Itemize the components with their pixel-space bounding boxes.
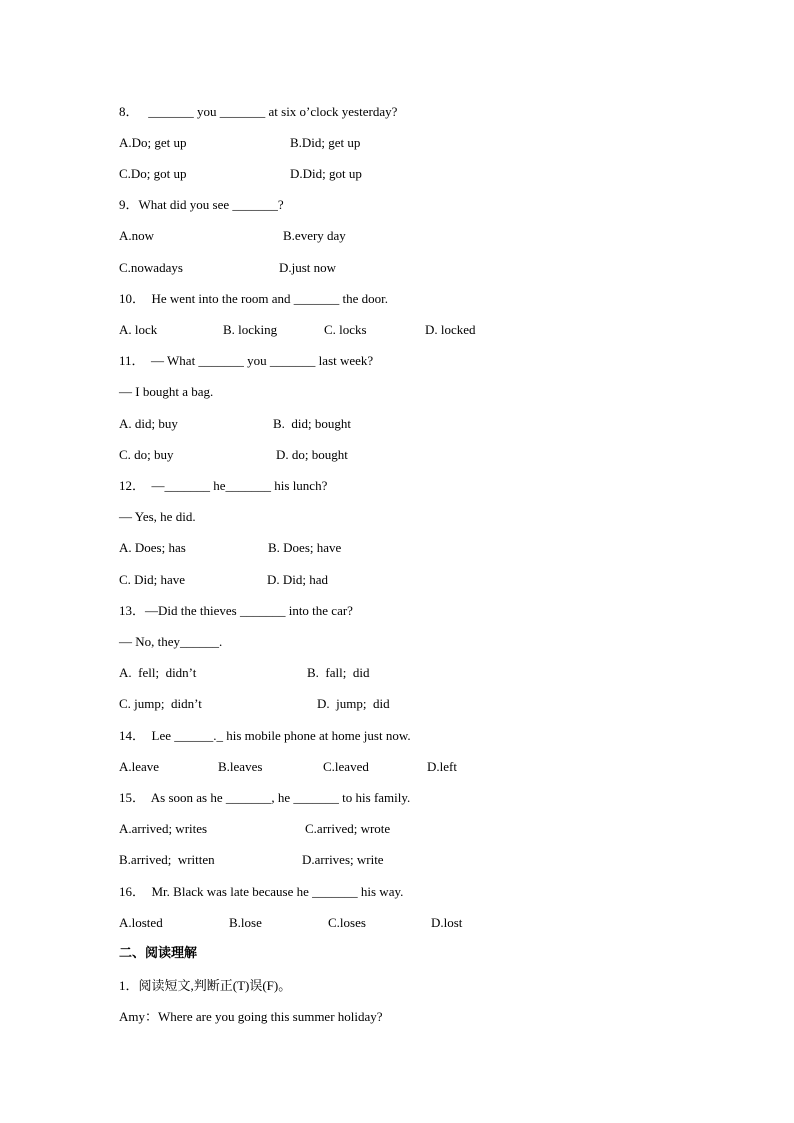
question-9-stem: 9．What did you see _______? [119,197,284,212]
question-13-option-b: B. fall; did [307,665,370,680]
question-12-answer: — Yes, he did. [119,509,196,524]
question-14-option-c: C.leaved [323,759,369,774]
question-10-stem: 10． He went into the room and _______ the door. [119,291,388,306]
question-9-option-c: C.nowadays [119,260,183,275]
question-10-option-b: B. locking [223,322,278,337]
section-heading: 二、阅读理解 [119,946,198,961]
question-9-option-a: A.now [119,228,155,243]
question-9-option-b: B.every day [283,228,346,243]
question-11-option-c: C. do; buy [119,447,174,462]
question-12-option-b: B. Does; have [268,540,342,555]
question-8-option-a: A.Do; get up [119,135,187,150]
question-15-option-b: B.arrived; written [119,852,215,867]
question-14-stem: 14． Lee ______._ his mobile phone at home just now. [119,728,411,743]
question-13-option-a: A. fell; didn’t [119,665,197,680]
question-16-option-c: C.loses [328,915,366,930]
question-13-option-c: C. jump; didn’t [119,696,202,711]
question-8-option-d: D.Did; got up [290,166,362,181]
question-12-option-a: A. Does; has [119,540,186,555]
question-11-option-b: B. did; bought [273,416,352,431]
dialogue-line: Amy：Where are you going this summer holiday? [119,1009,383,1024]
question-13-stem: 13．—Did the thieves _______ into the car? [119,603,353,618]
question-16-option-d: D.lost [431,915,463,930]
question-8-stem: 8． _______ you _______ at six o’clock yesterday? [119,104,398,119]
question-10-option-a: A. lock [119,322,158,337]
question-12-stem: 12． —_______ he_______ his lunch? [119,478,328,493]
question-15-stem: 15． As soon as he _______, he _______ to his family. [119,790,411,805]
question-8-option-b: B.Did; get up [290,135,361,150]
question-14-option-d: D.left [427,759,457,774]
question-16-option-b: B.lose [229,915,262,930]
question-11-answer: — I bought a bag. [119,384,214,399]
question-10-option-c: C. locks [324,322,367,337]
question-13-option-d: D. jump; did [317,696,390,711]
question-9-option-d: D.just now [279,260,337,275]
question-12-option-c: C. Did; have [119,572,186,587]
question-15-option-c: C.arrived; wrote [305,821,391,836]
question-10-option-d: D. locked [425,322,476,337]
question-11-stem: 11． — What _______ you _______ last week? [119,353,374,368]
question-15-option-d: D.arrives; write [302,852,384,867]
question-8-option-c: C.Do; got up [119,166,187,181]
question-14-option-a: A.leave [119,759,160,774]
question-14-option-b: B.leaves [218,759,263,774]
question-13-answer: — No, they______. [119,634,223,649]
question-16-stem: 16． Mr. Black was late because he _______ his way. [119,884,404,899]
section-instruction: 1．阅读短文,判断正(T)误(F)。 [119,978,292,993]
question-11-option-a: A. did; buy [119,416,178,431]
question-11-option-d: D. do; bought [276,447,348,462]
question-16-option-a: A.losted [119,915,163,930]
question-12-option-d: D. Did; had [267,572,329,587]
question-15-option-a: A.arrived; writes [119,821,208,836]
